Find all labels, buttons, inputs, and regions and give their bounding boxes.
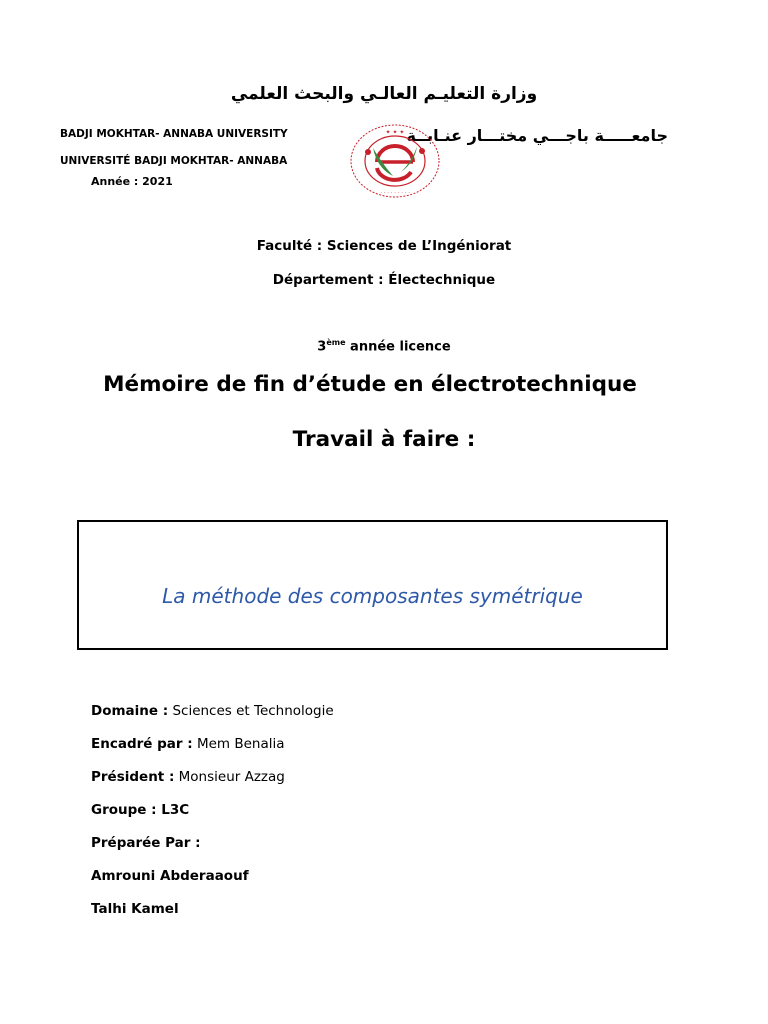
group-line: Groupe : L3C — [91, 802, 190, 818]
supervisor-line — [91, 736, 285, 752]
domain-line — [91, 703, 334, 719]
level-number: 3 — [317, 339, 327, 355]
ministry-name-arabic: وزارة التعليـم العالـي والبحث العلمي — [230, 84, 538, 104]
level-text: année licence — [345, 339, 451, 355]
svg-text:· · · · · · · · ·: · · · · · · · · · — [380, 190, 410, 196]
student-name-1: Amrouni Abderaaouf — [91, 868, 249, 884]
university-name-french: UNIVERSITÉ BADJI MOKHTAR- ANNABA — [60, 155, 288, 167]
student-name-2: Talhi Kamel — [91, 901, 179, 917]
university-name-arabic: جامعـــــة باجـــي مختـــار عنـابــة — [406, 126, 668, 145]
faculty-name: Faculté : Sciences de L’Ingéniorat — [256, 238, 512, 254]
document-subtitle: Travail à faire : — [292, 427, 476, 452]
topic-title: La méthode des composantes symétrique — [162, 584, 583, 608]
supervisor-label: Encadré par : — [91, 736, 193, 752]
topic-box — [77, 520, 668, 650]
domain-label: Domaine : — [91, 703, 169, 719]
president-value: Monsieur Azzag — [174, 769, 285, 785]
president-label: Président : — [91, 769, 175, 785]
study-level — [0, 338, 768, 354]
domain-value: Sciences et Technologie — [168, 703, 334, 719]
level-superscript: ème — [326, 338, 346, 347]
document-title: Mémoire de fin d’étude en électrotechnique — [103, 372, 637, 397]
university-logo — [347, 122, 443, 200]
svg-text:✦ ✦ ✦: ✦ ✦ ✦ — [385, 129, 405, 136]
department-name: Département : Électechnique — [272, 272, 496, 288]
university-name-english: BADJI MOKHTAR- ANNABA UNIVERSITY — [60, 128, 288, 140]
university-logo-icon — [347, 122, 443, 200]
prepared-by-label: Préparée Par : — [91, 835, 201, 851]
supervisor-value: Mem Benalia — [192, 736, 285, 752]
president-line — [91, 769, 285, 785]
academic-year: Année : 2021 — [91, 175, 173, 188]
